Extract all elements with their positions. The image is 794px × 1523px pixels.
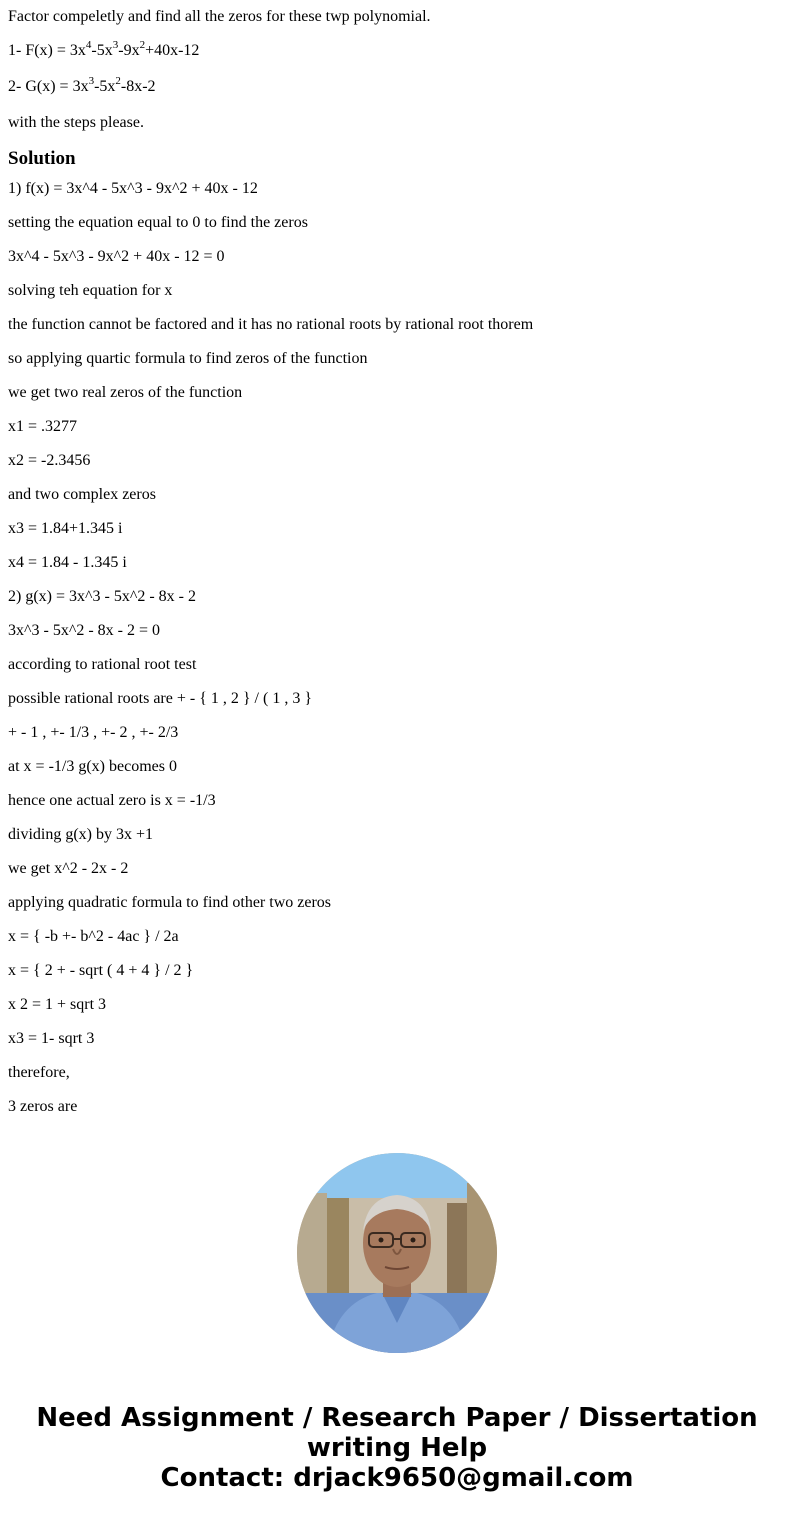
solution-line: therefore, bbox=[8, 1064, 70, 1081]
g-mid-1: -5x bbox=[94, 78, 116, 95]
f-tail: +40x-12 bbox=[145, 42, 200, 59]
polynomial-g bbox=[8, 74, 786, 96]
question-intro: Factor compeletly and find all the zeros for these twp polynomial. bbox=[8, 8, 431, 25]
solution-line: x2 = -2.3456 bbox=[8, 452, 91, 469]
g-exp-1: 3 bbox=[88, 74, 95, 87]
solution-line: applying quadratic formula to find other two zeros bbox=[8, 894, 332, 911]
question-block bbox=[8, 8, 786, 132]
promo-contact: Contact: drjack9650@gmail.com bbox=[160, 1463, 634, 1493]
solution-line: x4 = 1.84 - 1.345 i bbox=[8, 554, 127, 571]
solution-line: hence one actual zero is x = -1/3 bbox=[8, 792, 216, 809]
document-content bbox=[8, 0, 786, 1122]
solution-line: 2) g(x) = 3x^3 - 5x^2 - 8x - 2 bbox=[8, 588, 197, 605]
solution-line: + - 1 , +- 1/3 , +- 2 , +- 2/3 bbox=[8, 724, 179, 741]
promo-line-1: Need Assignment / Research Paper / Dissertation bbox=[36, 1403, 758, 1433]
f-prefix: 1- F(x) = 3x bbox=[8, 42, 86, 59]
solution-line: x = { 2 + - sqrt ( 4 + 4 } / 2 } bbox=[8, 962, 194, 979]
solution-line: possible rational roots are + - { 1 , 2 } / ( 1 , 3 } bbox=[8, 690, 313, 707]
g-exp-2: 2 bbox=[115, 74, 121, 87]
solution-line: dividing g(x) by 3x +1 bbox=[8, 826, 154, 843]
solution-line: the function cannot be factored and it has no rational roots by rational root thorem bbox=[8, 316, 534, 333]
author-photo-illustration bbox=[297, 1153, 497, 1353]
f-mid-2: -9x bbox=[118, 42, 140, 59]
solution-line: at x = -1/3 g(x) becomes 0 bbox=[8, 758, 177, 775]
f-exp-3: 2 bbox=[139, 38, 146, 51]
solution-line: 3x^3 - 5x^2 - 8x - 2 = 0 bbox=[8, 622, 161, 639]
f-exp-1: 4 bbox=[85, 38, 92, 51]
g-prefix: 2- G(x) = 3x bbox=[8, 78, 89, 95]
solution-heading: Solution bbox=[8, 148, 76, 169]
promo-line-2: writing Help bbox=[306, 1433, 488, 1463]
solution-line: 3x^4 - 5x^3 - 9x^2 + 40x - 12 = 0 bbox=[8, 248, 225, 265]
solution-line: x3 = 1- sqrt 3 bbox=[8, 1030, 95, 1047]
solution-line: we get x^2 - 2x - 2 bbox=[8, 860, 129, 877]
question-request: with the steps please. bbox=[8, 114, 144, 131]
solution-line: x = { -b +- b^2 - 4ac } / 2a bbox=[8, 928, 179, 945]
g-tail: -8x-2 bbox=[120, 78, 156, 95]
solution-line: so applying quartic formula to find zeros of the function bbox=[8, 350, 368, 367]
solution-line: x3 = 1.84+1.345 i bbox=[8, 520, 123, 537]
solution-line: we get two real zeros of the function bbox=[8, 384, 243, 401]
solution-line: according to rational root test bbox=[8, 656, 197, 673]
f-mid-1: -5x bbox=[91, 42, 113, 59]
solution-line: 1) f(x) = 3x^4 - 5x^3 - 9x^2 + 40x - 12 bbox=[8, 180, 258, 197]
solution-line: 3 zeros are bbox=[8, 1098, 78, 1115]
solution-line: x 2 = 1 + sqrt 3 bbox=[8, 996, 107, 1013]
solution-line: and two complex zeros bbox=[8, 486, 156, 503]
solution-line: setting the equation equal to 0 to find the zeros bbox=[8, 214, 308, 231]
author-photo-icon bbox=[297, 1153, 497, 1353]
solution-line: x1 = .3277 bbox=[8, 418, 78, 435]
polynomial-f bbox=[8, 38, 786, 60]
promo-banner bbox=[0, 1403, 794, 1493]
solution-line: solving teh equation for x bbox=[8, 282, 173, 299]
f-exp-2: 3 bbox=[112, 38, 119, 51]
solution-steps bbox=[8, 180, 786, 1116]
